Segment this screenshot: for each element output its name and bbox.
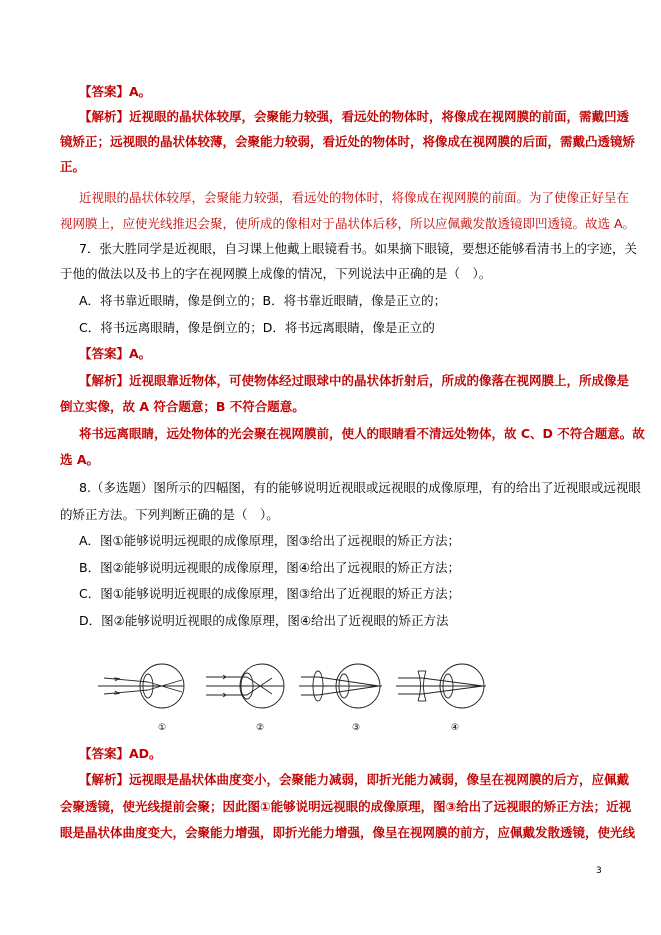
analysis-paragraph: 视网膜上，应使光线推迟会聚，使所成的像相对于晶状体后移，所以应佩戴发散透镜即凹透镜。故选 A。 — [60, 216, 636, 231]
analysis-paragraph: 正。 — [60, 159, 86, 174]
eye-diagram-1 — [98, 664, 184, 708]
question-8-option-d: D．图②能够说明近视眼的成像原理，图④给出了近视眼的矫正方法 — [79, 613, 449, 628]
eye-diagram-2 — [206, 664, 284, 708]
analysis-paragraph: 【解析】近视眼靠近物体，可使物体经过眼球中的晶状体折射后，所成的像落在视网膜上，所成像是 — [79, 373, 630, 388]
question-8-option-b: B．图②能够说明远视眼的成像原理，图④给出了远视眼的矫正方法； — [79, 560, 460, 575]
question-7-stem: 7．张大胜同学是近视眼，自习课上他戴上眼镜看书。如果摘下眼镜，要想还能够看清书上的字迹，关 — [79, 241, 637, 256]
question-8-option-a: A．图①能够说明远视眼的成像原理，图③给出了远视眼的矫正方法； — [79, 533, 460, 548]
page-number: 3 — [596, 866, 602, 876]
analysis-paragraph: 倒立实像，故 A 符合题意；B 不符合题意。 — [60, 399, 305, 414]
figure-label: ① — [158, 723, 167, 733]
eye-diagram-4 — [396, 664, 486, 708]
analysis-paragraph: 【解析】近视眼的晶状体较厚，会聚能力较强，看远处的物体时，将像成在视网膜的前面，需戴凹透 — [79, 109, 630, 124]
figure-label: ③ — [352, 723, 361, 733]
analysis-paragraph: 会聚透镜，使光线提前会聚；因此图①能够说明远视眼的成像原理，图③给出了远视眼的矫正方法；近视 — [60, 799, 632, 814]
question-7-options: A．将书靠近眼睛，像是倒立的；B．将书靠近眼睛，像是正立的； — [79, 293, 447, 308]
eye-diagram-3 — [299, 664, 382, 708]
analysis-paragraph: 【解析】远视眼是晶状体曲度变小，会聚能力减弱，即折光能力减弱，像呈在视网膜的后方，应佩戴 — [79, 772, 630, 787]
analysis-paragraph: 镜矫正；远视眼的晶状体较薄，会聚能力较弱，看近处的物体时，将像成在视网膜的后面，需戴凸透镜矫 — [60, 134, 636, 149]
analysis-paragraph: 眼是晶状体曲度变大，会聚能力增强，即折光能力增强，像呈在视网膜的前方，应佩戴发散透镜，使光线 — [60, 825, 636, 840]
figure-label: ④ — [451, 723, 460, 733]
question-8-stem: 8.（多选题）图所示的四幅图，有的能够说明近视眼或远视眼的成像原理，有的给出了近视眼或远视眼 — [79, 480, 641, 495]
question-7-stem: 于他的做法以及书上的字在视网膜上成像的情况，下列说法中正确的是（ ）。 — [60, 266, 492, 281]
question-7-options: C．将书远离眼睛，像是倒立的；D．将书远离眼睛，像是正立的 — [79, 320, 435, 335]
analysis-paragraph: 选 A。 — [60, 452, 100, 467]
eye-diagrams-figure — [96, 656, 496, 738]
question-8-stem: 的矫正方法。下列判断正确的是（ ）。 — [60, 507, 279, 522]
analysis-paragraph: 近视眼的晶状体较厚，会聚能力较强，看远处的物体时，将像成在视网膜的前面。为了使像正好呈在 — [79, 190, 630, 205]
analysis-paragraph: 将书远离眼睛，远处物体的光会聚在视网膜前，使人的眼睛看不清远处物体，故 C、D 不符合题意。故 — [79, 426, 645, 441]
answer-label: 【答案】A。 — [79, 84, 152, 99]
answer-label: 【答案】AD。 — [79, 746, 162, 761]
figure-label: ② — [256, 723, 265, 733]
question-8-option-c: C．图①能够说明近视眼的成像原理，图③给出了近视眼的矫正方法； — [79, 586, 461, 601]
answer-label: 【答案】A。 — [79, 346, 152, 361]
